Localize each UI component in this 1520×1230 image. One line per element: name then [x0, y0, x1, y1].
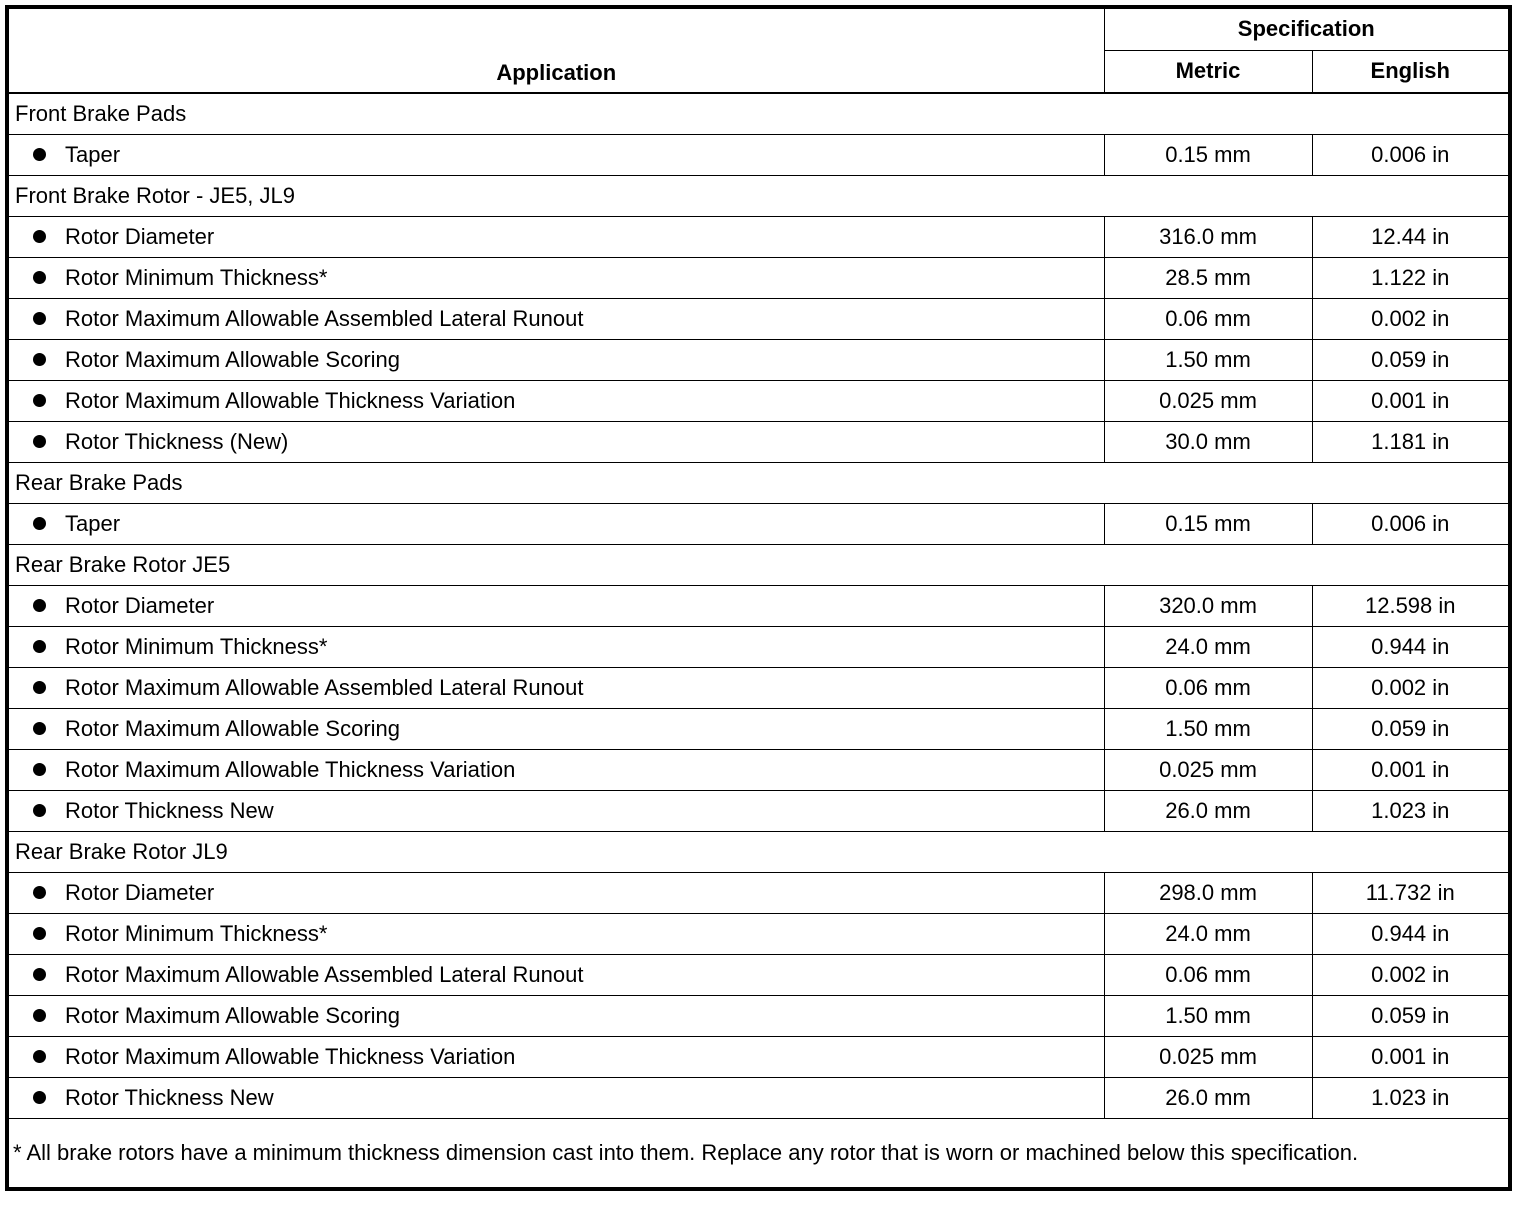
metric-cell: 316.0 mm	[1104, 216, 1312, 257]
bullet-icon	[33, 927, 46, 940]
bullet-icon	[33, 968, 46, 981]
bullet-icon	[33, 722, 46, 735]
bullet-icon	[33, 230, 46, 243]
section-title: Front Brake Rotor - JE5, JL9	[7, 175, 1510, 216]
application-cell	[7, 749, 1104, 790]
bullet-icon	[33, 394, 46, 407]
bullet-icon	[33, 1009, 46, 1022]
application-label: Rotor Diameter	[65, 223, 215, 249]
application-cell	[7, 585, 1104, 626]
english-cell: 0.001 in	[1312, 749, 1510, 790]
application-label: Rotor Minimum Thickness*	[65, 264, 328, 290]
bullet-icon	[33, 353, 46, 366]
metric-cell: 0.025 mm	[1104, 1036, 1312, 1077]
bullet-icon	[33, 681, 46, 694]
application-cell	[7, 1077, 1104, 1118]
application-label: Rotor Minimum Thickness*	[65, 633, 328, 659]
english-cell: 0.006 in	[1312, 134, 1510, 175]
application-cell	[7, 954, 1104, 995]
table-row	[7, 872, 1510, 913]
bullet-icon	[33, 804, 46, 817]
metric-cell: 0.025 mm	[1104, 380, 1312, 421]
table-row	[7, 913, 1510, 954]
table-row	[7, 626, 1510, 667]
application-label: Rotor Maximum Allowable Scoring	[65, 1002, 401, 1028]
table-row	[7, 708, 1510, 749]
application-label: Rotor Maximum Allowable Assembled Lateral Runout	[65, 961, 584, 987]
metric-header: Metric	[1104, 50, 1312, 93]
application-label: Rotor Thickness (New)	[65, 428, 289, 454]
english-cell: 12.598 in	[1312, 585, 1510, 626]
application-label: Rotor Maximum Allowable Thickness Variation	[65, 387, 516, 413]
application-cell	[7, 708, 1104, 749]
bullet-icon	[33, 640, 46, 653]
application-label: Rotor Diameter	[65, 879, 215, 905]
metric-cell: 0.15 mm	[1104, 134, 1312, 175]
section-row	[7, 462, 1510, 503]
bullet-icon	[33, 886, 46, 899]
english-cell: 0.059 in	[1312, 339, 1510, 380]
metric-cell: 26.0 mm	[1104, 1077, 1312, 1118]
metric-cell: 0.15 mm	[1104, 503, 1312, 544]
table-row	[7, 134, 1510, 175]
bullet-icon	[33, 148, 46, 161]
english-cell: 11.732 in	[1312, 872, 1510, 913]
metric-cell: 0.06 mm	[1104, 298, 1312, 339]
table-row	[7, 503, 1510, 544]
table-row	[7, 790, 1510, 831]
table-row	[7, 585, 1510, 626]
english-cell: 0.059 in	[1312, 995, 1510, 1036]
english-cell: 1.023 in	[1312, 1077, 1510, 1118]
table-row	[7, 995, 1510, 1036]
application-label: Taper	[65, 510, 121, 536]
metric-cell: 30.0 mm	[1104, 421, 1312, 462]
table-row	[7, 298, 1510, 339]
application-cell	[7, 216, 1104, 257]
bullet-icon	[33, 517, 46, 530]
section-row	[7, 175, 1510, 216]
application-label: Rotor Maximum Allowable Thickness Variation	[65, 1043, 516, 1069]
table-row	[7, 216, 1510, 257]
metric-cell: 24.0 mm	[1104, 913, 1312, 954]
application-label: Rotor Minimum Thickness*	[65, 920, 328, 946]
metric-cell: 28.5 mm	[1104, 257, 1312, 298]
english-cell: 0.002 in	[1312, 954, 1510, 995]
bullet-icon	[33, 435, 46, 448]
application-label: Taper	[65, 141, 121, 167]
bullet-icon	[33, 1050, 46, 1063]
section-row	[7, 93, 1510, 134]
table-row	[7, 257, 1510, 298]
english-cell: 0.059 in	[1312, 708, 1510, 749]
bullet-icon	[33, 271, 46, 284]
section-title: Rear Brake Pads	[7, 462, 1510, 503]
section-title: Front Brake Pads	[7, 93, 1510, 134]
table-row	[7, 380, 1510, 421]
english-cell: 12.44 in	[1312, 216, 1510, 257]
table-row	[7, 954, 1510, 995]
application-label: Rotor Maximum Allowable Scoring	[65, 346, 401, 372]
metric-cell: 24.0 mm	[1104, 626, 1312, 667]
application-label: Rotor Thickness New	[65, 797, 274, 823]
english-cell: 0.944 in	[1312, 626, 1510, 667]
table-row	[7, 1036, 1510, 1077]
application-label: Rotor Maximum Allowable Assembled Lateral Runout	[65, 674, 584, 700]
application-label: Rotor Diameter	[65, 592, 215, 618]
metric-cell: 0.025 mm	[1104, 749, 1312, 790]
application-cell	[7, 1036, 1104, 1077]
footnote: * All brake rotors have a minimum thickness dimension cast into them. Replace any rotor that is worn or machined below this specification.	[7, 1118, 1510, 1189]
application-cell	[7, 339, 1104, 380]
bullet-icon	[33, 599, 46, 612]
table-row	[7, 339, 1510, 380]
application-cell	[7, 667, 1104, 708]
metric-cell: 320.0 mm	[1104, 585, 1312, 626]
section-title: Rear Brake Rotor JE5	[7, 544, 1510, 585]
application-cell	[7, 421, 1104, 462]
table-row	[7, 1077, 1510, 1118]
application-label: Rotor Maximum Allowable Scoring	[65, 715, 401, 741]
section-row	[7, 831, 1510, 872]
english-cell: 0.006 in	[1312, 503, 1510, 544]
specification-header: Specification	[1104, 7, 1510, 50]
application-cell	[7, 872, 1104, 913]
application-label: Rotor Thickness New	[65, 1084, 274, 1110]
english-cell: 0.002 in	[1312, 667, 1510, 708]
metric-cell: 26.0 mm	[1104, 790, 1312, 831]
metric-cell: 1.50 mm	[1104, 708, 1312, 749]
english-cell: 0.002 in	[1312, 298, 1510, 339]
application-label: Rotor Maximum Allowable Assembled Lateral Runout	[65, 305, 584, 331]
application-label: Rotor Maximum Allowable Thickness Variation	[65, 756, 516, 782]
metric-cell: 1.50 mm	[1104, 339, 1312, 380]
application-cell	[7, 298, 1104, 339]
application-cell	[7, 790, 1104, 831]
bullet-icon	[33, 763, 46, 776]
application-cell	[7, 913, 1104, 954]
application-cell	[7, 503, 1104, 544]
section-row	[7, 544, 1510, 585]
table-row	[7, 749, 1510, 790]
table-row	[7, 421, 1510, 462]
application-cell	[7, 257, 1104, 298]
brake-specifications-table	[5, 5, 1512, 1191]
metric-cell: 298.0 mm	[1104, 872, 1312, 913]
application-cell	[7, 134, 1104, 175]
application-cell	[7, 995, 1104, 1036]
table-row	[7, 667, 1510, 708]
english-header: English	[1312, 50, 1510, 93]
bullet-icon	[33, 1091, 46, 1104]
metric-cell: 1.50 mm	[1104, 995, 1312, 1036]
english-cell: 1.122 in	[1312, 257, 1510, 298]
section-title: Rear Brake Rotor JL9	[7, 831, 1510, 872]
english-cell: 1.023 in	[1312, 790, 1510, 831]
english-cell: 0.001 in	[1312, 380, 1510, 421]
application-cell	[7, 626, 1104, 667]
english-cell: 1.181 in	[1312, 421, 1510, 462]
english-cell: 0.944 in	[1312, 913, 1510, 954]
application-cell	[7, 380, 1104, 421]
bullet-icon	[33, 312, 46, 325]
metric-cell: 0.06 mm	[1104, 667, 1312, 708]
application-header: Application	[7, 7, 1104, 93]
metric-cell: 0.06 mm	[1104, 954, 1312, 995]
english-cell: 0.001 in	[1312, 1036, 1510, 1077]
